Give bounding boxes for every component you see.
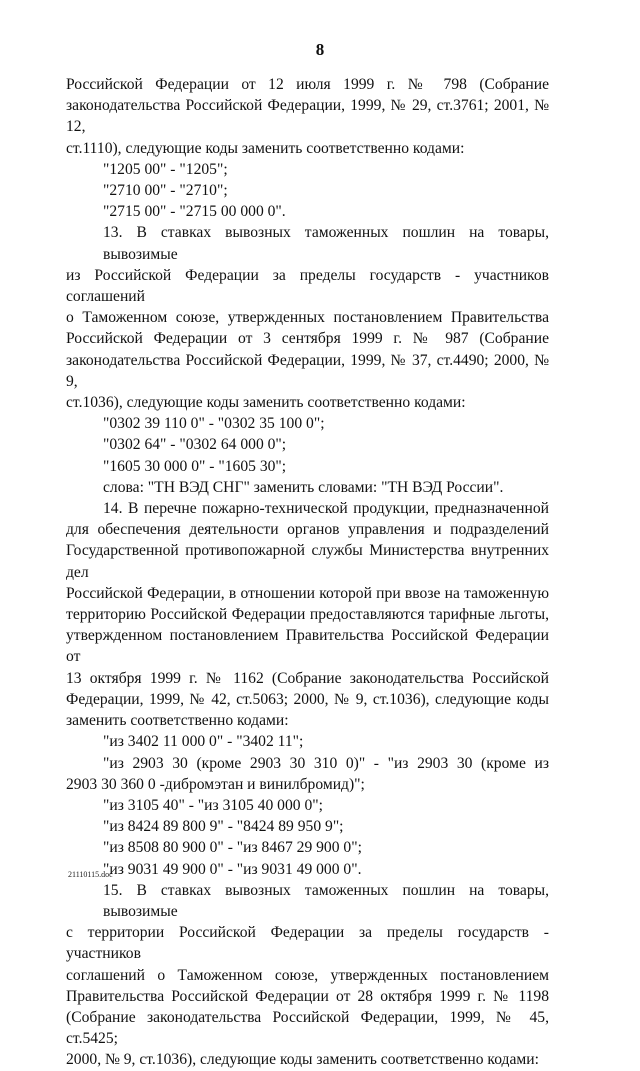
- text-line: 2903 30 360 0 -дибромэтан и винилбромид)";: [66, 775, 365, 793]
- text-line: законодательства Российской Федерации, 1999, № 29, ст.3761; 2001, № 12,: [66, 97, 549, 136]
- text-line: территорию Российской Федерации предоставляются тарифные льготы,: [66, 606, 549, 624]
- text-line: Федерации, 1999, № 42, ст.5063; 2000, № 9, ст.1036), следующие коды: [66, 690, 549, 708]
- document-body: [66, 74, 549, 1071]
- text-line: "2715 00" - "2715 00 000 0".: [103, 203, 286, 221]
- text-line: 15. В ставках вывозных таможенных пошлин на товары, вывозимые: [103, 881, 549, 920]
- text-line: с территории Российской Федерации за пределы государств - участников: [66, 924, 549, 963]
- text-line: "0302 64" - "0302 64 000 0";: [103, 436, 287, 454]
- text-line: 2000, № 9, ст.1036), следующие коды заменить соответственно кодами:: [66, 1051, 539, 1069]
- text-line: слова: "ТН ВЭД СНГ" заменить словами: "ТН ВЭД России".: [103, 478, 504, 496]
- text-line: для обеспечения деятельности органов управления и подразделений: [66, 521, 549, 539]
- text-line: "из 8508 80 900 0" - "из 8467 29 900 0";: [103, 839, 362, 857]
- text-line: Российской Федерации от 3 сентября 1999 г. № 987 (Собрание: [66, 330, 549, 348]
- text-line: Российской Федерации, в отношении которой при ввозе на таможенную: [66, 584, 549, 602]
- text-line: (Собрание законодательства Российской Федерации, 1999, № 45, ст.5425;: [66, 1008, 549, 1048]
- text-line: 13 октября 1999 г. № 1162 (Собрание законодательства Российской: [66, 669, 549, 687]
- text-line: "из 3402 11 000 0" - "3402 11";: [103, 733, 304, 751]
- text-line: ст.1036), следующие коды заменить соответственно кодами:: [66, 394, 466, 412]
- text-line: "из 2903 30 (кроме 2903 30 310 0)" - "из 2903 30 (кроме из: [103, 754, 549, 772]
- text-line: утвержденном постановлением Правительства Российской Федерации от: [66, 627, 549, 666]
- page-number: 8: [315, 40, 325, 59]
- text-line: "0302 39 110 0" - "0302 35 100 0";: [103, 415, 325, 433]
- text-line: 14. В перечне пожарно-технической продукции, предназначенной: [103, 500, 549, 518]
- text-line: "1205 00" - "1205";: [103, 160, 228, 178]
- text-line: соглашений о Таможенном союзе, утвержденных постановлением: [66, 966, 549, 984]
- text-line: о Таможенном союзе, утвержденных постановлением Правительства: [66, 309, 549, 327]
- text-line: Правительства Российской Федерации от 28 октября 1999 г. № 1198: [66, 987, 549, 1005]
- footer-filename: 21110115.doc: [68, 870, 113, 879]
- text-line: "2710 00" - "2710";: [103, 182, 228, 200]
- text-line: Государственной противопожарной службы Министерства внутренних дел: [66, 542, 549, 581]
- text-line: заменить соответственно кодами:: [66, 712, 289, 730]
- text-line: "1605 30 000 0" - "1605 30";: [103, 457, 287, 475]
- text-line: "из 3105 40" - "из 3105 40 000 0";: [103, 796, 323, 814]
- text-line: "из 8424 89 800 9" - "8424 89 950 9";: [103, 818, 344, 836]
- text-line: законодательства Российской Федерации, 1999, № 37, ст.4490; 2000, № 9,: [66, 351, 549, 390]
- text-line: из Российской Федерации за пределы государств - участников соглашений: [66, 266, 549, 306]
- text-line: 13. В ставках вывозных таможенных пошлин на товары, вывозимые: [103, 224, 549, 263]
- text-line: "из 9031 49 900 0" - "из 9031 49 000 0".: [103, 860, 362, 878]
- text-line: ст.1110), следующие коды заменить соответственно кодами:: [66, 139, 465, 157]
- text-line: Российской Федерации от 12 июля 1999 г. № 798 (Собрание: [66, 76, 549, 93]
